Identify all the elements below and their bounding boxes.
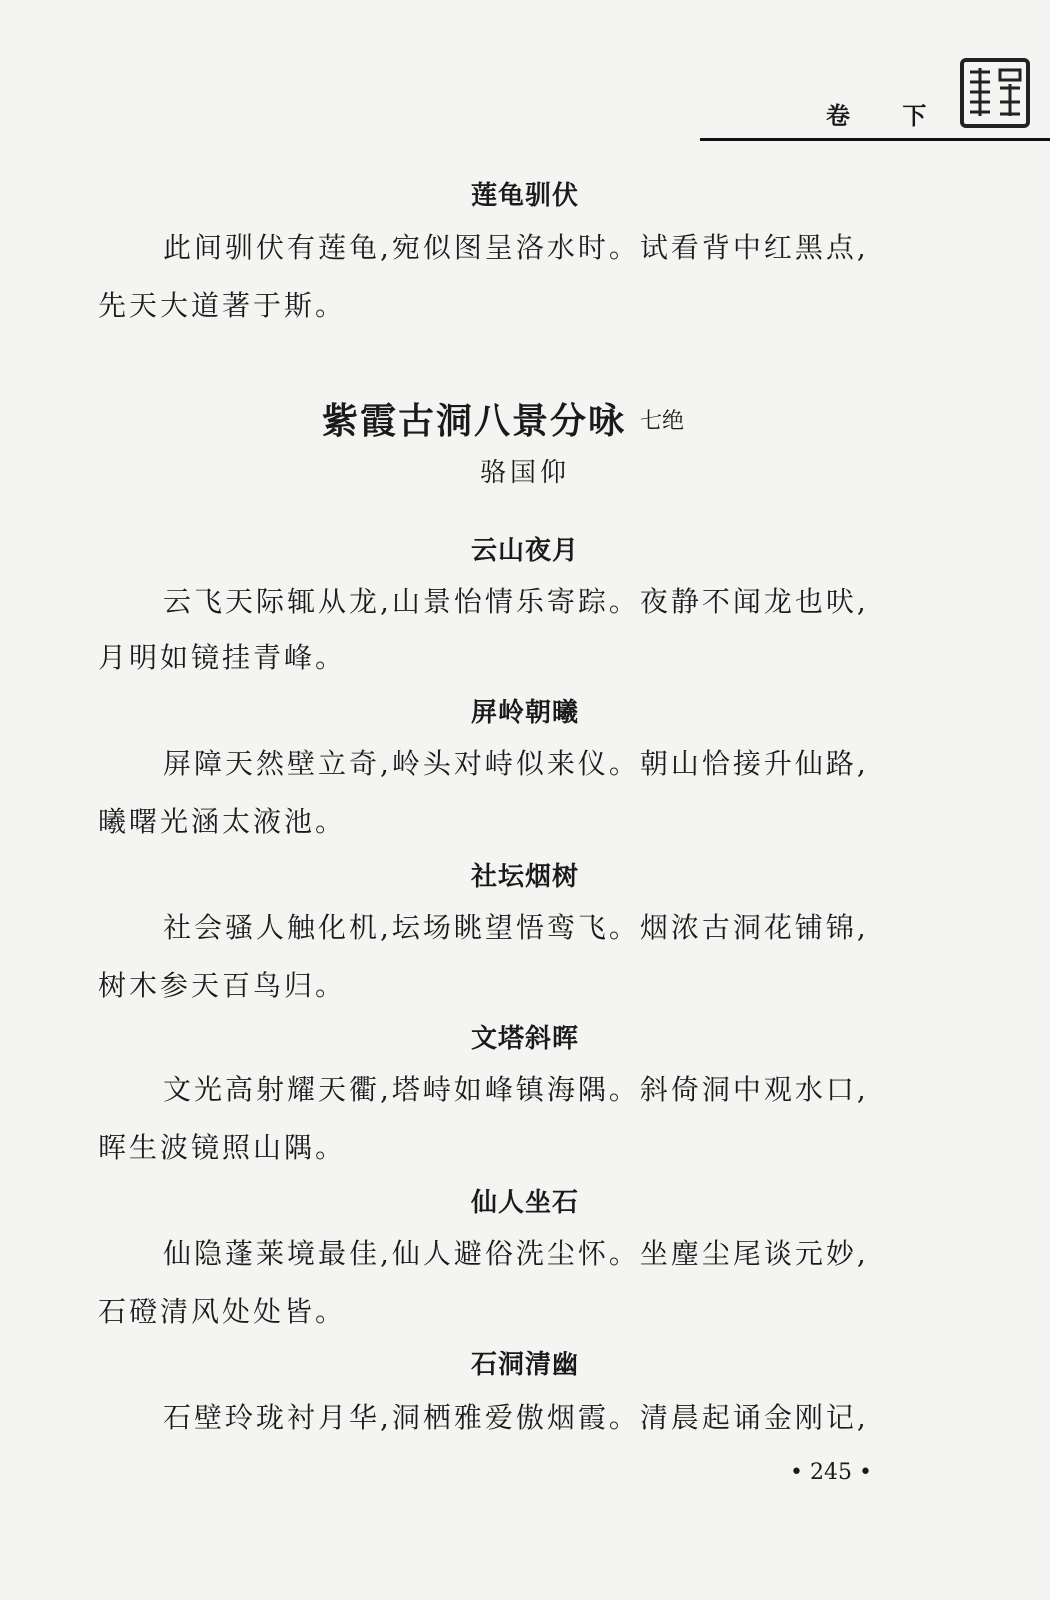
- main-title: 紫霞古洞八景分咏: [322, 400, 627, 442]
- poem-line: 此间驯伏有莲龟,宛似图呈洛水时。试看背中红黑点,: [163, 231, 869, 264]
- poem-line: 社会骚人触化机,坛场眺望悟鸾飞。烟浓古洞花铺锦,: [163, 911, 869, 944]
- poem-line: 石壁玲珑衬月华,洞栖雅爱傲烟霞。清晨起诵金刚记,: [163, 1401, 869, 1434]
- poem-line: 先天大道著于斯。: [98, 289, 347, 322]
- poem-line: 石磴清风处处皆。: [98, 1295, 347, 1328]
- poem-line: 屏障天然壁立奇,岭头对峙似来仪。朝山恰接升仙路,: [163, 747, 869, 780]
- seal-logo-icon: [960, 58, 1030, 128]
- scene-title: 仙人坐石: [470, 1188, 579, 1218]
- author: 骆国仰: [479, 458, 570, 488]
- poem-line: 文光高射耀天衢,塔峙如峰镇海隅。斜倚洞中观水口,: [163, 1073, 869, 1106]
- scene-title: 云山夜月: [470, 536, 579, 566]
- poem-line: 晖生波镜照山隅。: [98, 1131, 347, 1164]
- volume-label: 卷 下: [826, 102, 949, 130]
- poem-title: 莲龟驯伏: [470, 181, 579, 211]
- title-note: 七绝: [640, 409, 685, 434]
- scene-title: 屏岭朝曦: [470, 698, 579, 728]
- page-number: • 245 •: [790, 1460, 872, 1485]
- poem-line: 树木参天百鸟归。: [98, 969, 347, 1002]
- header-rule: [700, 138, 1050, 141]
- poem-line: 曦曙光涵太液池。: [98, 805, 347, 838]
- scene-title: 文塔斜晖: [470, 1024, 579, 1054]
- poem-line: 仙隐蓬莱境最佳,仙人避俗洗尘怀。坐麈尘尾谈元妙,: [163, 1237, 869, 1270]
- scene-title: 石洞清幽: [470, 1350, 579, 1380]
- poem-line: 云飞天际辄从龙,山景怡情乐寄踪。夜静不闻龙也吠,: [163, 585, 869, 618]
- scene-title: 社坛烟树: [470, 862, 579, 892]
- poem-line: 月明如镜挂青峰。: [98, 641, 347, 674]
